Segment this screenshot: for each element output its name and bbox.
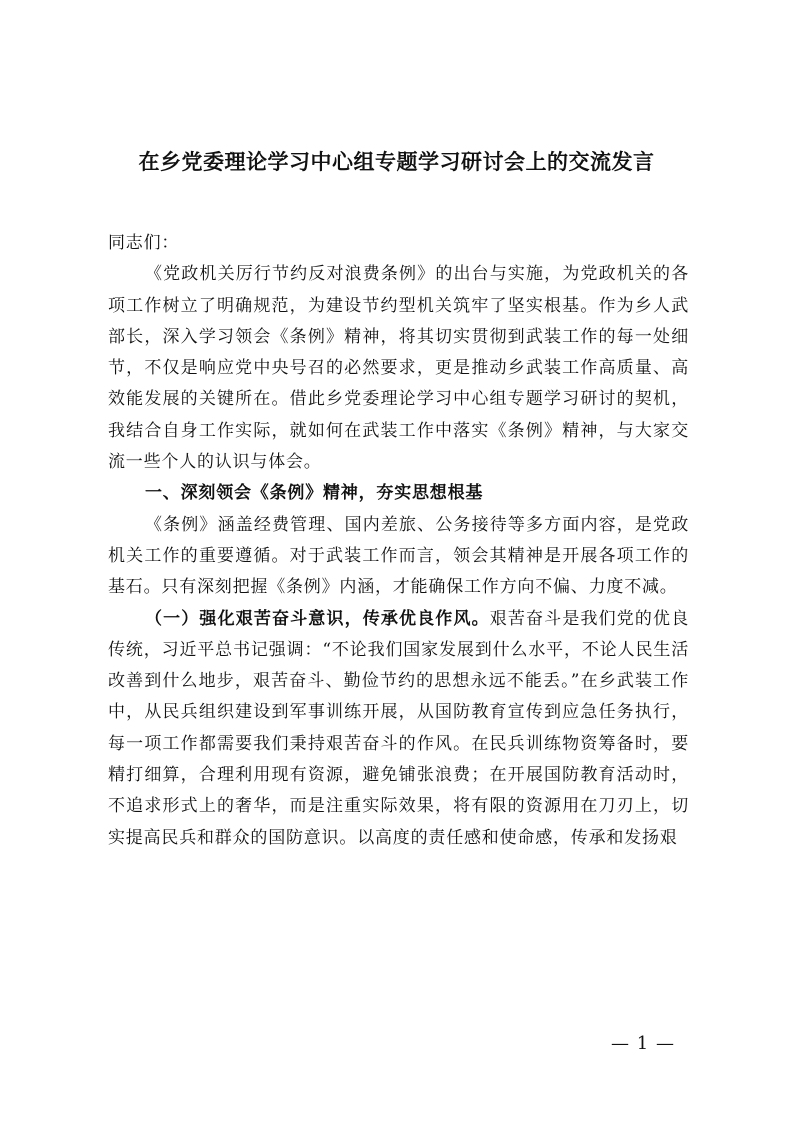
section-paragraph: 《条例》涵盖经费管理、国内差旅、公务接待等多方面内容，是党政机关工作的重要遵循。对于武装工作而言，领会其精神是开展各项工作的基石。只有深刻把握《条例》内涵，才能确保工作方向不偏、力度不减。 <box>108 514 689 598</box>
greeting: 同志们： <box>108 233 180 253</box>
page-number: — 1 — <box>611 1033 675 1054</box>
section-heading: 一、深刻领会《条例》精神，夯实思想根基 <box>145 483 484 504</box>
subsection-paragraph <box>108 604 689 854</box>
subsection-text: 艰苦奋斗是我们党的优良传统，习近平总书记强调：“不论我们国家发展到什么水平，不论人民生活改善到什么地步，艰苦奋斗、勤俭节约的思想永远不能丢。”在乡武装工作中，从民兵组织建设到军事训练开展，从国防教育宣传到应急任务执行，每一项工作都需要我们秉持艰苦奋斗的作风。在民兵训练物资筹备时，要精打细算，合理利用现有资源，避免铺张浪费；在开展国防教育活动时，不追求形式上的奢华，而是注重实际效果，将有限的资源用在刀刃上，切实提高民兵和群众的国防意识。以高度的责任感和使命感，传承和发扬艰 <box>108 608 689 848</box>
subsection-heading: （一）强化艰苦奋斗意识，传承优良作风。 <box>145 608 490 629</box>
document-body <box>108 228 689 854</box>
document-title: 在乡党委理论学习中心组专题学习研讨会上的交流发言 <box>138 150 655 174</box>
intro-paragraph: 《党政机关厉行节约反对浪费条例》的出台与实施，为党政机关的各项工作树立了明确规范，为建设节约型机关筑牢了坚实根基。作为乡人武部长，深入学习领会《条例》精神，将其切实贯彻到武装工作的每一处细节，不仅是响应党中央号召的必然要求，更是推动乡武装工作高质量、高效能发展的关键所在。借此乡党委理论学习中心组专题学习研讨的契机，我结合自身工作实际，就如何在武装工作中落实《条例》精神，与大家交流一些个人的认识与体会。 <box>108 264 689 473</box>
